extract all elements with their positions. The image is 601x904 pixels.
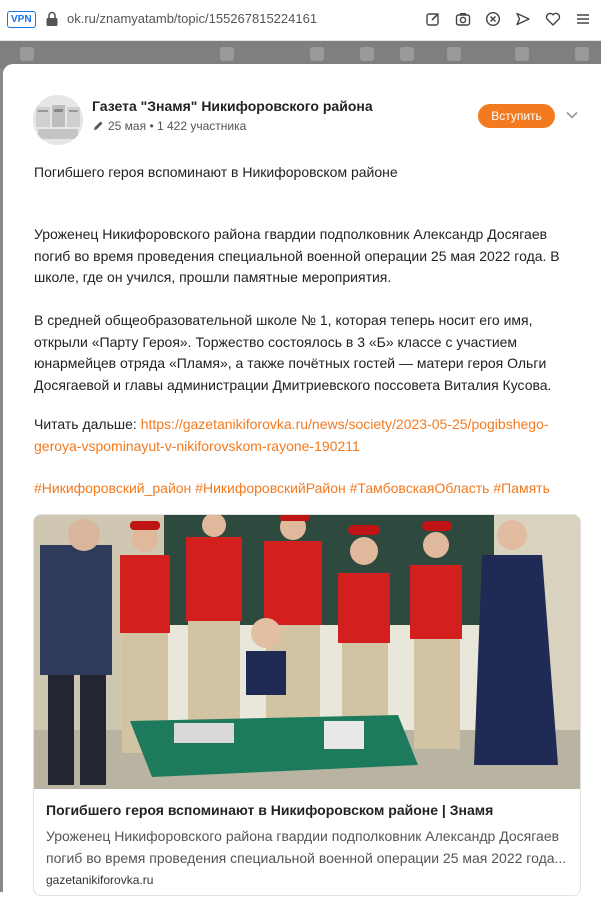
menu-icon[interactable] [573, 9, 593, 29]
url-field[interactable]: ok.ru/znamyatamb/topic/155267815224161 [67, 11, 318, 26]
post-paragraph-line: школе, где он учился, прошли памятные мероприятия. [34, 269, 392, 285]
read-more-link[interactable]: geroya-vspominayut-v-nikiforovskom-rayone-190211 [34, 437, 360, 454]
preview-domain[interactable]: gazetanikiforovka.ru [46, 873, 154, 887]
post-modal [3, 64, 601, 904]
background-nav-icon [447, 47, 461, 61]
post-paragraph-line: В средней общеобразовательной школе № 1, которая теперь носит его имя, [34, 312, 533, 328]
join-button[interactable]: Вступить [478, 104, 555, 128]
read-more-link[interactable]: https://gazetanikiforovka.ru/news/society/2023-05-25/pogibshego- [140, 416, 549, 432]
link-preview[interactable] [33, 514, 581, 896]
browser-address-bar [0, 0, 601, 41]
vpn-badge[interactable]: VPN [7, 11, 36, 28]
preview-description-line: Уроженец Никифоровского района гвардии подполковник Александр Досягаев [46, 828, 560, 844]
background-nav-icon [310, 47, 324, 61]
preview-description-line: погиб во время проведения специальной военной операции 25 мая 2022 года... [46, 850, 567, 866]
close-circle-icon[interactable] [483, 9, 503, 29]
post-paragraph-line: погиб во время проведения специальной военной операции 25 мая 2022 года. В [34, 247, 560, 264]
read-more [34, 414, 574, 457]
pencil-icon [92, 120, 104, 132]
group-name[interactable]: Газета "Знамя" Никифоровского района [92, 98, 373, 114]
post-paragraph [34, 224, 574, 289]
post-paragraph [34, 310, 574, 396]
post-paragraph-line: открыли «Парту Героя». Торжество состоялось в 3 «Б» классе с участием [34, 333, 518, 350]
preview-title[interactable]: Погибшего героя вспоминают в Никифоровском районе | Знамя [46, 802, 494, 818]
camera-icon[interactable] [453, 9, 473, 29]
post-paragraph-line: Уроженец Никифоровского района гвардии подполковник Александр Досягаев [34, 226, 548, 242]
preview-description [46, 825, 571, 869]
send-icon[interactable] [513, 9, 533, 29]
group-avatar[interactable] [33, 95, 83, 145]
read-more-label: Читать дальше: [34, 416, 137, 432]
background-nav-icon [360, 47, 374, 61]
background-nav-icon [400, 47, 414, 61]
post-meta [92, 119, 246, 133]
background-nav-icon [220, 47, 234, 61]
post-meta-text: 25 мая • 1 422 участника [108, 119, 247, 133]
preview-photo[interactable] [34, 515, 580, 789]
hashtags[interactable]: #Никифоровский_район #НикифоровскийРайон #ТамбовскаяОбласть #Память [34, 480, 550, 496]
background-nav-icon [575, 47, 589, 61]
background-nav-icon [20, 47, 34, 61]
chevron-down-icon[interactable] [565, 108, 579, 122]
heart-icon[interactable] [543, 9, 563, 29]
edit-icon[interactable] [423, 9, 443, 29]
lock-icon[interactable] [45, 11, 59, 27]
post-title: Погибшего героя вспоминают в Никифоровском районе [34, 164, 398, 180]
post-paragraph-line: Досягаевой и главы администрации Дмитриевского поссовета Виталия Кусова. [34, 376, 552, 393]
post-paragraph-line: юнармейцев отряда «Пламя», а также почётных гостей — матери героя Ольги [34, 355, 547, 371]
background-nav-icon [515, 47, 529, 61]
